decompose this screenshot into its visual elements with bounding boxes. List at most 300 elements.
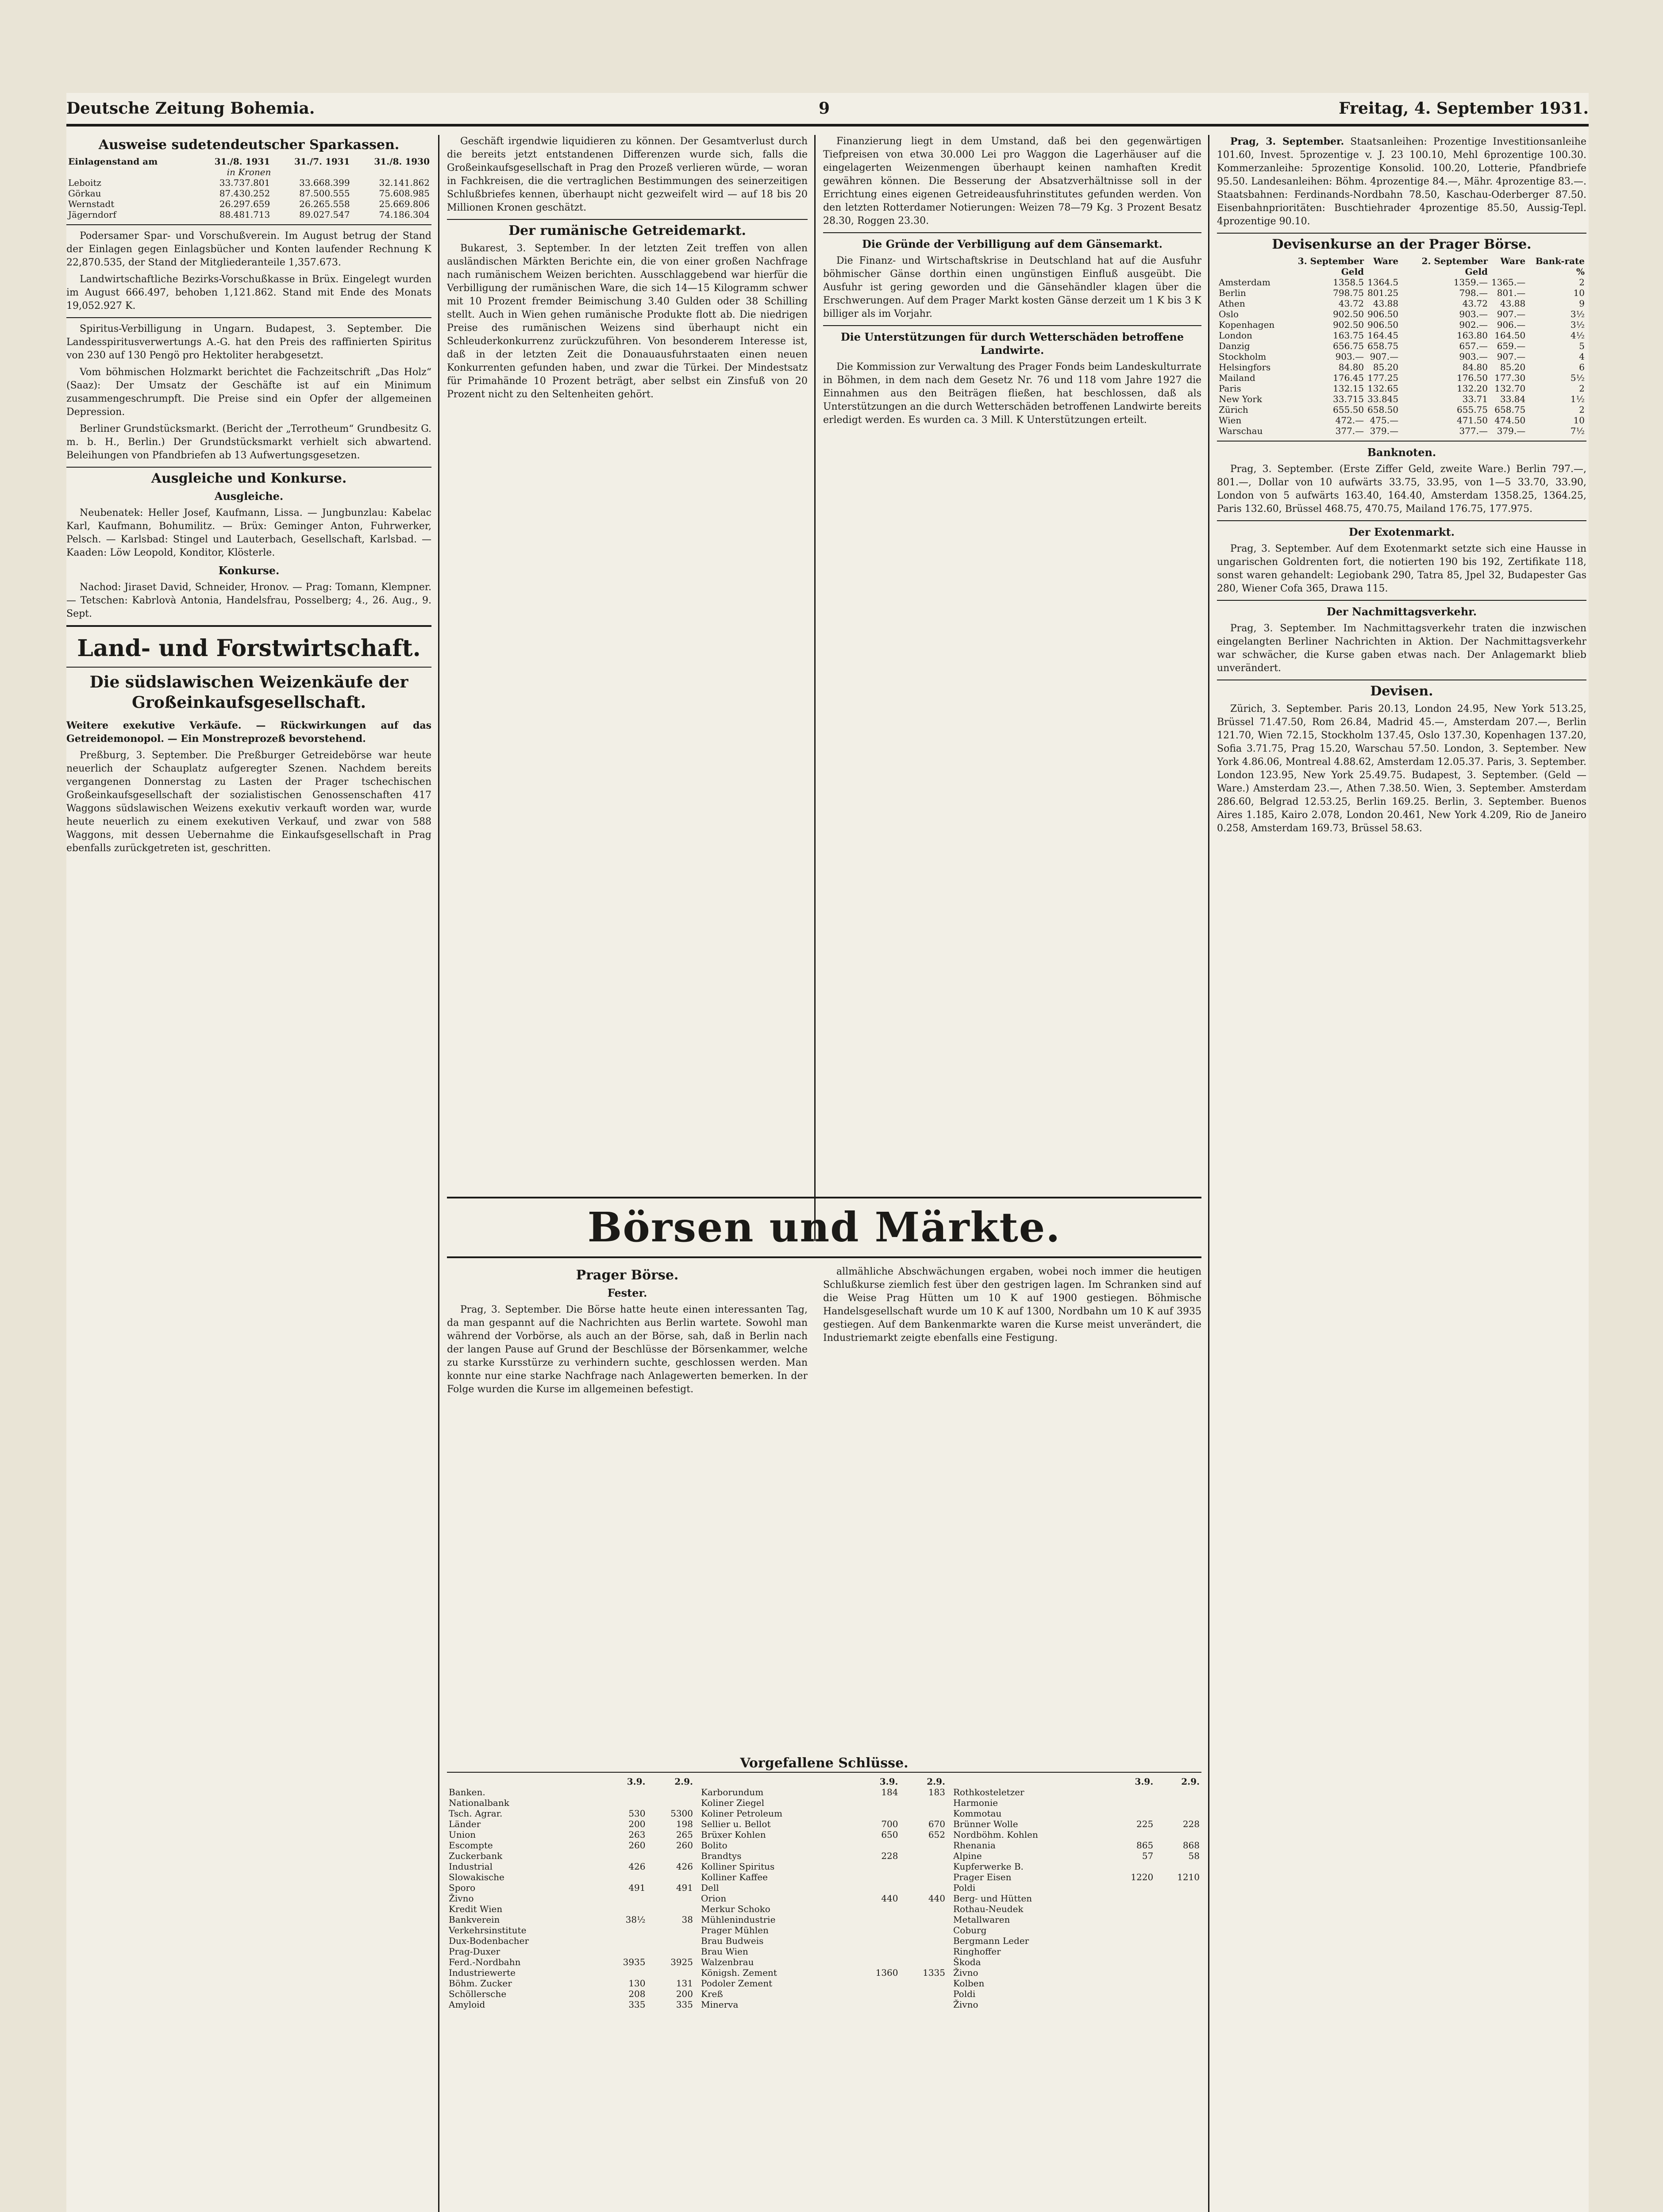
table-cell: Sellier u. Bellot bbox=[701, 1819, 771, 1829]
column-2 bbox=[447, 135, 808, 1188]
table-cell: 902.— bbox=[1459, 319, 1488, 330]
table-cell bbox=[1109, 1914, 1155, 1925]
table-cell bbox=[1155, 1914, 1201, 1925]
column-4 bbox=[1217, 135, 1586, 2212]
table-row bbox=[447, 1999, 695, 2010]
table-cell: Dux-Bodenbacher bbox=[449, 1936, 529, 1946]
table-row bbox=[1217, 309, 1586, 319]
table-row bbox=[1217, 362, 1586, 373]
table-cell: Escompte bbox=[449, 1840, 493, 1851]
table-cell: 164.50 bbox=[1494, 330, 1526, 341]
table-cell bbox=[853, 1978, 900, 1989]
table-cell: Amsterdam bbox=[1219, 277, 1270, 288]
table-cell bbox=[853, 1999, 900, 2010]
table-row bbox=[951, 1925, 1201, 1936]
table-cell: 798.75 bbox=[1333, 288, 1364, 298]
table-row bbox=[1217, 404, 1586, 415]
table-cell: 377.— bbox=[1335, 426, 1364, 436]
table-row bbox=[699, 1936, 947, 1946]
table-cell bbox=[853, 1904, 900, 1914]
article-paragraph: Die Kommission zur Verwaltung des Prager Fonds beim Landeskulturrate in Böhmen, in dem nach dem Gesetz Nr. 76 und 118 vom Jahre 1927 die Einnahmen aus den Beiträgen fließen, hat beschlossen, daß als Unterstützungen an die durch Wetterschäden betroffenen Landwirte bereits erledigt werden. Es wurden ca. 3 Mill. K Unterstützungen erteilt. bbox=[823, 361, 1201, 426]
table-cell: 132.65 bbox=[1367, 383, 1399, 394]
table-cell: Industrial bbox=[449, 1861, 493, 1872]
table-row bbox=[699, 1872, 947, 1882]
table-cell: Oslo bbox=[1219, 309, 1239, 319]
page-header bbox=[66, 93, 1589, 127]
article-paragraph: Preßburg, 3. September. Die Preßburger Getreidebörse war heute neuerlich der Schauplatz aufgeregter Szenen. Nachdem bereits vergangenen Donnerstag zu Lasten der Prager tschechischen Großeinkaufsgesellschaft der sozialistischen Genossenschaften 417 Waggons südslawischen Weizens exekutiv verkauft worden war, wurde heute neuerlich zu einem exekutiven Verkauf, und zwar von 588 Waggons, mit dessen Uebernahme die Einkaufsgesellschaft in Prag ebenfalls zurückgetreten ist, geschritten. bbox=[66, 750, 431, 854]
article-title: Die südslawischen Weizenkäufe der Großeinkaufsgesellschaft. bbox=[89, 673, 408, 712]
section-title-boerse: Börsen und Märkte. bbox=[587, 1203, 1061, 1251]
table-row bbox=[951, 1819, 1201, 1829]
table-cell bbox=[1109, 1989, 1155, 1999]
table-cell: 1359.— bbox=[1453, 277, 1488, 288]
table-cell: 907.— bbox=[1497, 309, 1526, 319]
table-row bbox=[1217, 341, 1586, 351]
table-cell: 1210 bbox=[1177, 1872, 1200, 1882]
table-cell: 2 bbox=[1579, 404, 1585, 415]
table-cell bbox=[900, 1989, 947, 1999]
table-cell bbox=[1109, 1946, 1155, 1957]
article-paragraph: Vom böhmischen Holzmarkt berichtet die Fachzeitschrift „Das Holz“ (Saaz): Der Umsatz der Geschäfte ist auf ein Minimum zusammengeschrumpft. Die Preise sind ein Opfer der allgemeinen Depression. bbox=[66, 367, 431, 418]
table-cell bbox=[1109, 1882, 1155, 1893]
table-cell: 43.72 bbox=[1338, 298, 1364, 309]
exoten-heading: Der Exotenmarkt. bbox=[1348, 526, 1455, 538]
table-cell: Sporo bbox=[449, 1882, 476, 1893]
table-cell: 177.30 bbox=[1494, 373, 1526, 383]
table-row bbox=[951, 1808, 1201, 1819]
table-row bbox=[951, 1936, 1201, 1946]
table-row bbox=[951, 1989, 1201, 1999]
table-cell: 472.— bbox=[1335, 415, 1364, 426]
table-cell: 655.50 bbox=[1333, 404, 1364, 415]
divider bbox=[1217, 600, 1586, 601]
table-row bbox=[951, 1978, 1201, 1989]
table-header: 31./8. 1930 bbox=[374, 156, 430, 167]
table-cell bbox=[600, 1925, 647, 1936]
table-cell bbox=[1155, 1999, 1201, 2010]
article-paragraph: Landwirtschaftliche Bezirks-Vorschußkasse in Brüx. Eingelegt wurden im August 666.497, behoben 1,121.862. Stand mit Ende des Monats 19,052.927 K. bbox=[66, 274, 431, 311]
column-rule bbox=[438, 135, 439, 2212]
table-row bbox=[699, 1925, 947, 1936]
header-title: Deutsche Zeitung Bohemia. bbox=[66, 99, 315, 118]
divider bbox=[66, 317, 431, 318]
table-cell: 657.— bbox=[1459, 341, 1488, 351]
stock-table: 3.9. 2.9. Banken. Nationalbank Tsch. Agrar. 530 5300 Länder 200 198 Union 263 265 Escompte 260 260 Zuckerbank Industrial 426 426 Slowakische Sporo 491 491 Živno Kredit Wien Bankverein 38½ 38 Verkehrsinstitute Dux-Bodenbacher Prag-Duxer Ferd.-Nordbahn 3935 3925 Industriewerte Böhm. Zucker 130 131 Schöllersche 208 200 Amyloid 335 335 bbox=[447, 1776, 695, 2010]
column-rule bbox=[1208, 135, 1209, 2212]
table-cell bbox=[900, 1797, 947, 1808]
table-cell: 260 bbox=[676, 1840, 693, 1851]
table-row bbox=[951, 1946, 1201, 1957]
table-cell: 164.45 bbox=[1367, 330, 1399, 341]
sparkassen-table bbox=[66, 156, 431, 220]
table-cell: 33.71 bbox=[1462, 394, 1488, 404]
table-cell: 868 bbox=[1182, 1840, 1200, 1851]
table-row bbox=[699, 1893, 947, 1904]
table-row bbox=[699, 1797, 947, 1808]
table-cell: 1360 bbox=[875, 1967, 898, 1978]
table-row bbox=[1217, 330, 1586, 341]
article-paragraph: Die Finanz- und Wirtschaftskrise in Deutschland hat auf die Ausfuhr böhmischer Gänse dorthin einen ungünstigen Einfluß ausgeübt. Die Ausfuhr ist gering geworden und die Gänsehändler klagen über die Erschwerungen. Auf dem Prager Markt kosten Gänse derzeit um 1 K bis 3 K billiger als im Vorjahr. bbox=[823, 255, 1201, 319]
table-cell: 426 bbox=[628, 1861, 646, 1872]
table-cell bbox=[853, 1808, 900, 1819]
table-cell: 5300 bbox=[670, 1808, 693, 1819]
table-row bbox=[1217, 351, 1586, 362]
table-cell bbox=[647, 1904, 695, 1914]
table-cell bbox=[900, 1999, 947, 2010]
table-cell: Tsch. Agrar. bbox=[449, 1808, 503, 1819]
table-cell: 440 bbox=[928, 1893, 945, 1904]
divider bbox=[1217, 441, 1586, 442]
table-cell: 3½ bbox=[1570, 319, 1585, 330]
divider bbox=[1217, 520, 1586, 521]
table-cell: Prag-Duxer bbox=[449, 1946, 500, 1957]
table-cell: Kopenhagen bbox=[1219, 319, 1275, 330]
nachmittag-heading: Der Nachmittagsverkehr. bbox=[1326, 605, 1477, 618]
table-row bbox=[447, 1872, 695, 1882]
table-header: 31./7. 1931 bbox=[294, 156, 350, 167]
table-row bbox=[1217, 415, 1586, 426]
table-cell: Dell bbox=[701, 1882, 719, 1893]
table-cell bbox=[1109, 1967, 1155, 1978]
table-cell: Ferd.-Nordbahn bbox=[449, 1957, 521, 1967]
table-row: Jägerndorf 88.481.713 89.027.547 74.186.304 bbox=[68, 209, 430, 220]
table-cell: 906.50 bbox=[1367, 319, 1399, 330]
table-cell: Berlin bbox=[1219, 288, 1246, 298]
article-paragraph: allmähliche Abschwächungen ergaben, wobei noch immer die heutigen Schlußkurse ziemlich fest über den gestrigen lagen. Im Schranken sind auf die Weise Prag Hütten um 10 K auf 1900 gestiegen. Böhmische Handelsgesellschaft wurde um 10 K auf 1300, Nordbahn um 10 K auf 3935 gestiegen. Auf dem Bankenmarkte waren die Kurse meist unverändert, die Industriemarkt zeigte ebenfalls eine Festigung. bbox=[823, 1266, 1201, 1344]
table-row bbox=[1217, 288, 1586, 298]
table-cell bbox=[1109, 1861, 1155, 1872]
page-number: 9 bbox=[819, 99, 830, 118]
table-cell: 130 bbox=[628, 1978, 646, 1989]
article-paragraph: Zürich, 3. September. Paris 20.13, London 24.95, New York 513.25, Brüssel 71.47.50, Rom 26.84, Madrid 45.—, Amsterdam 207.—, Berlin 121.70, Wien 72.15, Stockholm 137.45, Oslo 137.30, Kopenhagen 137.20, Sofia 3.71.75, Prag 15.20, Warschau 57.50. London, 3. September. New York 4.86.06, Montreal 4.88.62, Amsterdam 12.05.37. Paris, 3. September. London 123.95, New York 25.49.75. Budapest, 3. September. (Geld — Ware.) Amsterdam 23.—, Athen 7.38.50. Wien, 3. September. Amsterdam 286.60, Belgrad 12.53.25, Berlin 169.25. Berlin, 3. September. Buenos Aires 1.185, Kairo 2.078, London 20.461, New York 4.209, Rio de Janeiro 0.258, Amsterdam 169.73, Brüssel 58.63. bbox=[1217, 703, 1586, 834]
table-cell: 176.50 bbox=[1457, 373, 1488, 383]
section-rule bbox=[447, 1256, 1201, 1258]
table-cell bbox=[900, 1914, 947, 1925]
konkurse-subheading: Konkurse. bbox=[218, 564, 280, 577]
table-cell bbox=[647, 1925, 695, 1936]
table-row bbox=[951, 1957, 1201, 1967]
table-row bbox=[1217, 383, 1586, 394]
table-row bbox=[951, 1797, 1201, 1808]
konkurse-heading: Ausgleiche und Konkurse. bbox=[151, 471, 347, 486]
table-cell: 1364.5 bbox=[1367, 277, 1399, 288]
table-cell: Kredit Wien bbox=[449, 1904, 503, 1914]
table-cell: Harmonie bbox=[953, 1797, 998, 1808]
table-cell: Kreß bbox=[701, 1989, 723, 1999]
table-cell: Königsh. Zement bbox=[701, 1967, 777, 1978]
table-cell bbox=[600, 1893, 647, 1904]
table-cell bbox=[853, 1840, 900, 1851]
table-row bbox=[951, 1840, 1201, 1851]
section-rule bbox=[447, 1772, 1201, 1773]
divider bbox=[823, 325, 1201, 326]
table-cell: 440 bbox=[881, 1893, 898, 1904]
table-cell: Brau Budweis bbox=[701, 1936, 764, 1946]
table-cell bbox=[1109, 1893, 1155, 1904]
table-cell: 906.— bbox=[1497, 319, 1526, 330]
table-cell bbox=[600, 1967, 647, 1978]
table-cell bbox=[1155, 1957, 1201, 1967]
article-paragraph: Prag, 3. September. Auf dem Exotenmarkt setzte sich eine Hausse in ungarischen Goldrenten fort, die notierten 190 bis 192, Zertifikate 118, sonst waren gehandelt: Legiobank 290, Tatra 85, Jpel 32, Budapester Gas 280, Wiener Cofa 365, Drawa 115. bbox=[1217, 543, 1586, 594]
table-cell: Koliner Petroleum bbox=[701, 1808, 782, 1819]
table-cell: Berg- und Hütten bbox=[953, 1893, 1032, 1904]
table-row bbox=[699, 1904, 947, 1914]
table-cell: 43.88 bbox=[1373, 298, 1399, 309]
table-cell: 183 bbox=[928, 1787, 945, 1797]
table-cell bbox=[1155, 1946, 1201, 1957]
table-cell: Metallwaren bbox=[953, 1914, 1010, 1925]
table-cell: 228 bbox=[881, 1851, 898, 1861]
table-cell: 176.45 bbox=[1333, 373, 1364, 383]
stock-table: 3.9. 2.9. Rothkosteletzer Harmonie Kommotau Brünner Wolle 225 228 Nordböhm. Kohlen Rhenania 865 868 Alpine 57 58 Kupferwerke B. Prager Eisen 1220 1210 Poldi Berg- und Hütten Rothau-Neudek Metallwaren Coburg Bergmann Leder Ringhoffer Škoda Živno Kolben Poldi Živno bbox=[951, 1776, 1201, 2010]
table-cell: Kolliner Kaffee bbox=[701, 1872, 768, 1882]
section-title-land: Land- und Forstwirtschaft. bbox=[77, 635, 421, 662]
table-cell: Bergmann Leder bbox=[953, 1936, 1029, 1946]
table-cell: 85.20 bbox=[1500, 362, 1526, 373]
table-cell: New York bbox=[1219, 394, 1262, 404]
table-cell: Böhm. Zucker bbox=[449, 1978, 512, 1989]
table-cell: 907.— bbox=[1370, 351, 1399, 362]
table-row bbox=[447, 1808, 695, 1819]
table-cell: 10 bbox=[1573, 415, 1585, 426]
schluesse-table-left bbox=[447, 1776, 695, 2212]
table-row bbox=[699, 1999, 947, 2010]
table-cell: Länder bbox=[449, 1819, 481, 1829]
article-paragraph: Berliner Grundstücksmarkt. (Bericht der „Terrotheum“ Grundbesitz G. m. b. H., Berlin.) Der Grundstücksmarkt verhielt sich abwartend. Beleihungen von Pfandbriefen ab 13 Aufwertungsgesetzen. bbox=[66, 423, 431, 461]
table-row bbox=[1217, 394, 1586, 404]
table-cell bbox=[1109, 1936, 1155, 1946]
table-cell: 10 bbox=[1573, 288, 1585, 298]
sparkassen-heading: Ausweise sudetendeutscher Sparkassen. bbox=[98, 137, 400, 153]
table-row bbox=[699, 1978, 947, 1989]
table-row bbox=[1217, 298, 1586, 309]
table-cell: Slowakische bbox=[449, 1872, 504, 1882]
divider bbox=[66, 667, 431, 668]
table-cell: Ringhoffer bbox=[953, 1946, 1001, 1957]
table-cell: 38 bbox=[681, 1914, 693, 1925]
table-cell bbox=[1155, 1989, 1201, 1999]
section-rule bbox=[447, 1197, 1201, 1198]
devisen-heading: Devisenkurse an der Prager Börse. bbox=[1272, 237, 1532, 252]
table-row bbox=[699, 1967, 947, 1978]
table-row bbox=[951, 1851, 1201, 1861]
table-cell: Kolliner Spiritus bbox=[701, 1861, 775, 1872]
table-cell bbox=[1109, 1904, 1155, 1914]
table-cell bbox=[1109, 1957, 1155, 1967]
table-cell: 1358.5 bbox=[1333, 277, 1364, 288]
table-cell: Industriewerte bbox=[449, 1967, 516, 1978]
table-cell: 3935 bbox=[623, 1957, 646, 1967]
table-cell: 9 bbox=[1579, 298, 1585, 309]
article-paragraph: Bukarest, 3. September. In der letzten Zeit treffen von allen ausländischen Märkten Berichte ein, die von einer großen Nachfrage nach rumänischem Weizen berichten. Ausschlaggebend war hierfür die Verbilligung der rumänischen Ware, die sich 14—15 Kilogramm schwer mit 10 Prozent fremder Beimischung 3.40 Gulden oder 38 Schilling stellt. Auch in Wien gehen rumänische Produkte flott ab. Die niedrigen Preise des rumänischen Weizens sind überhaupt nicht ein Schleuderkonkurrenz zurückzuführen. Von besonderem Interesse ist, daß in der letzten Zeit die Donauausfuhrstaaten einen neuen Konkurrenten gefunden haben, und zwar die Türkei. Der Mindestsatz für Primahände 10 Prozent beträgt, aber selbst ein Zinsfuß von 20 Prozent nicht zu den Seltenheiten gehört. bbox=[447, 243, 808, 400]
table-cell bbox=[1155, 1978, 1201, 1989]
table-cell bbox=[1155, 1936, 1201, 1946]
table-cell bbox=[1109, 1797, 1155, 1808]
article-paragraph: Prag, 3. September. (Erste Ziffer Geld, zweite Ware.) Berlin 797.—, 801.—, Dollar von 10 aufwärts 33.75, 33.95, von 1—5 33.70, 33.90, London von 5 aufwärts 163.40, 164.40, Amsterdam 1358.25, 1364.25, Paris 132.60, Brüssel 468.75, 470.75, Mailand 176.75, 177.975. bbox=[1217, 464, 1586, 515]
table-cell: 2 bbox=[1579, 277, 1585, 288]
table-cell bbox=[1109, 1978, 1155, 1989]
table-cell: Brünner Wolle bbox=[953, 1819, 1018, 1829]
table-row bbox=[447, 1861, 695, 1872]
table-row bbox=[447, 1882, 695, 1893]
table-cell: Walzenbrau bbox=[701, 1957, 754, 1967]
table-row bbox=[447, 1840, 695, 1851]
table-cell: Brau Wien bbox=[701, 1946, 748, 1957]
table-row bbox=[951, 1967, 1201, 1978]
table-cell: 902.50 bbox=[1333, 309, 1364, 319]
table-row bbox=[699, 1787, 947, 1797]
table-cell: Bolito bbox=[701, 1840, 728, 1851]
table-cell: 131 bbox=[676, 1978, 693, 1989]
table-cell: Danzig bbox=[1219, 341, 1250, 351]
table-row bbox=[447, 1989, 695, 1999]
table-row bbox=[447, 1936, 695, 1946]
article-paragraph: Neubenatek: Heller Josef, Kaufmann, Lissa. — Jungbunzlau: Kabelac Karl, Kaufmann, Bohumilitz. — Brüx: Geminger Anton, Fuhrwerker, Pelsch. — Karlsbad: Stingel und Lauterbach, Gesellschaft, Karlsbad. — Kaaden: Löw Leopold, Konditor, Klösterle. bbox=[66, 507, 431, 558]
table-cell: Amyloid bbox=[449, 1999, 485, 2010]
table-cell: Živno bbox=[953, 1999, 978, 2010]
table-cell: 658.50 bbox=[1367, 404, 1399, 415]
table-cell: 163.75 bbox=[1333, 330, 1364, 341]
table-row bbox=[447, 1946, 695, 1957]
table-cell bbox=[1155, 1787, 1201, 1797]
table-cell bbox=[900, 1925, 947, 1936]
table-cell: Poldi bbox=[953, 1989, 976, 1999]
devisen-table: 3. September Geld Ware 2. September Geld Ware Bank-rate % Amsterdam 1358.5 1364.5 1359.— 1365.— 2 Berlin 798.75 801.25 798.— 801.— 10 Athen 43.72 43.88 43.72 43.88 9 Oslo 902.50 906.50 903.— 907.— 3½ Kopenhagen 902.50 906.50 902.— 906.— 3½ London 163.75 164.45 163.80 164.50 4½ Danzig 656.75 658.75 657.— 659.— 5 Stockholm 903.— 907.— 903.— 907.— 4 Helsingfors 84.80 85.20 84.80 85.20 6 Mailand 176.45 177.25 176.50 177.30 5½ Paris 132.15 132.65 132.20 132.70 2 New York 33.715 33.845 33.71 33.84 1½ Zürich 655.50 658.50 655.75 658.75 2 Wien 472.— 475.— 471.50 474.50 10 Warschau 377.— 379.— 377.— 379.— 7½ bbox=[1217, 256, 1586, 436]
table-row bbox=[951, 1882, 1201, 1893]
table-cell: 377.— bbox=[1459, 426, 1488, 436]
table-cell: Rothkosteletzer bbox=[953, 1787, 1024, 1797]
table-cell: 903.— bbox=[1459, 309, 1488, 319]
table-cell: 57 bbox=[1142, 1851, 1154, 1861]
table-cell: 43.72 bbox=[1462, 298, 1488, 309]
table-cell bbox=[853, 1914, 900, 1925]
prager-boerse-heading: Prager Börse. bbox=[576, 1267, 679, 1283]
table-cell: 1½ bbox=[1570, 394, 1585, 404]
banknoten-heading: Banknoten. bbox=[1367, 446, 1436, 459]
table-cell: Rothau-Neudek bbox=[953, 1904, 1024, 1914]
table-row bbox=[951, 1893, 1201, 1904]
table-row bbox=[447, 1851, 695, 1861]
boerse-left bbox=[447, 1265, 808, 1743]
table-cell: 4 bbox=[1579, 351, 1585, 362]
article-paragraph: Prag, 3. September. Im Nachmittagsverkehr traten die inzwischen eingelangten Berliner Nachrichten in Aktion. Der Nachmittagsverkehr war schwächer, die Kurse gaben etwas nach. Der Anlagemarkt blieb unverändert. bbox=[1217, 623, 1586, 674]
table-cell: Kupferwerke B. bbox=[953, 1861, 1024, 1872]
column-rule bbox=[814, 135, 816, 1241]
table-cell: 33.845 bbox=[1367, 394, 1399, 404]
table-cell: Union bbox=[449, 1829, 476, 1840]
table-cell: 530 bbox=[628, 1808, 646, 1819]
table-row bbox=[447, 1957, 695, 1967]
table-cell: 865 bbox=[1136, 1840, 1154, 1851]
table-cell: 670 bbox=[928, 1819, 945, 1829]
table-cell: 335 bbox=[628, 1999, 646, 2010]
table-cell: Coburg bbox=[953, 1925, 987, 1936]
table-unit: in Kronen bbox=[227, 167, 271, 177]
table-cell: 659.— bbox=[1497, 341, 1526, 351]
table-cell bbox=[647, 1946, 695, 1957]
table-row bbox=[699, 1819, 947, 1829]
table-cell: Kolben bbox=[953, 1978, 985, 1989]
table-cell bbox=[853, 1946, 900, 1957]
table-cell bbox=[600, 1904, 647, 1914]
article-paragraph: Finanzierung liegt in dem Umstand, daß bei den gegenwärtigen Tiefpreisen von etwa 30.000 Lei pro Waggon die Lagerhäuser auf die eingelagerten Weizenmengen überhaupt keinen namhaften Kredit gewähren können. Die Besserung der Absatzverhältnisse soll in der Errichtung eines eigenen Getreideausfuhrinstitutes gefunden werden. Von den letzten Rotterdamer Notierungen: Weizen 78—79 Kg. 3 Prozent Besatz 28.30, Roggen 23.30. bbox=[823, 136, 1201, 227]
table-cell: 426 bbox=[676, 1861, 693, 1872]
table-row bbox=[699, 1989, 947, 1999]
table-cell: 200 bbox=[628, 1819, 646, 1829]
table-cell: Rhenania bbox=[953, 1840, 996, 1851]
table-cell bbox=[600, 1946, 647, 1957]
table-cell: 3½ bbox=[1570, 309, 1585, 319]
table-cell: 658.75 bbox=[1367, 341, 1399, 351]
table-cell bbox=[1155, 1861, 1201, 1872]
divider bbox=[447, 219, 808, 220]
table-cell bbox=[900, 1861, 947, 1872]
table-cell: 650 bbox=[881, 1829, 898, 1840]
table-cell bbox=[900, 1851, 947, 1861]
table-cell: Nordböhm. Kohlen bbox=[953, 1829, 1038, 1840]
table-row bbox=[1217, 319, 1586, 330]
table-cell bbox=[1155, 1967, 1201, 1978]
table-cell: 475.— bbox=[1370, 415, 1399, 426]
table-row bbox=[951, 1829, 1201, 1840]
table-cell: 260 bbox=[628, 1840, 646, 1851]
table-row bbox=[699, 1851, 947, 1861]
schluesse-heading: Vorgefallene Schlüsse. bbox=[740, 1755, 908, 1771]
table-cell: 263 bbox=[628, 1829, 646, 1840]
gaense-heading: Die Gründe der Verbilligung auf dem Gänsemarkt. bbox=[862, 238, 1163, 250]
table-cell: 655.75 bbox=[1457, 404, 1488, 415]
schluesse-table-mid bbox=[699, 1776, 947, 2212]
table-cell: Alpine bbox=[953, 1851, 982, 1861]
table-row bbox=[699, 1957, 947, 1967]
table-cell bbox=[900, 1882, 947, 1893]
table-cell: Minerva bbox=[701, 1999, 739, 2010]
table-cell bbox=[853, 1957, 900, 1967]
table-cell bbox=[1155, 1797, 1201, 1808]
table-row bbox=[699, 1914, 947, 1925]
table-row bbox=[951, 1861, 1201, 1872]
table-cell: 379.— bbox=[1497, 426, 1526, 436]
table-row: Leboitz 33.737.801 33.668.399 32.141.862 bbox=[68, 177, 430, 188]
table-cell bbox=[900, 1808, 947, 1819]
table-cell: 474.50 bbox=[1494, 415, 1526, 426]
table-cell bbox=[853, 1797, 900, 1808]
table-cell: 163.80 bbox=[1457, 330, 1488, 341]
table-row bbox=[699, 1829, 947, 1840]
table-cell: 1335 bbox=[923, 1967, 945, 1978]
table-cell: 38½ bbox=[625, 1914, 646, 1925]
table-row bbox=[447, 1819, 695, 1829]
schluesse-table-right bbox=[951, 1776, 1201, 2212]
table-cell: Škoda bbox=[953, 1957, 981, 1967]
divider bbox=[66, 625, 431, 627]
table-cell bbox=[900, 1840, 947, 1851]
rum-heading: Der rumänische Getreidemarkt. bbox=[508, 223, 746, 238]
table-row bbox=[699, 1882, 947, 1893]
wetter-heading: Die Unterstützungen für durch Wetterschäden betroffene Landwirte. bbox=[840, 330, 1184, 357]
table-cell: 84.80 bbox=[1462, 362, 1488, 373]
table-cell: 58 bbox=[1188, 1851, 1200, 1861]
table-cell: Koliner Ziegel bbox=[701, 1797, 765, 1808]
divider bbox=[1217, 233, 1586, 234]
newspaper-page bbox=[66, 93, 1589, 2212]
table-cell bbox=[900, 1936, 947, 1946]
table-cell: 177.25 bbox=[1367, 373, 1399, 383]
table-cell: 801.25 bbox=[1367, 288, 1399, 298]
column-3 bbox=[823, 135, 1201, 1188]
table-cell: Schöllersche bbox=[449, 1989, 507, 1999]
table-cell: Banken. bbox=[449, 1787, 485, 1797]
